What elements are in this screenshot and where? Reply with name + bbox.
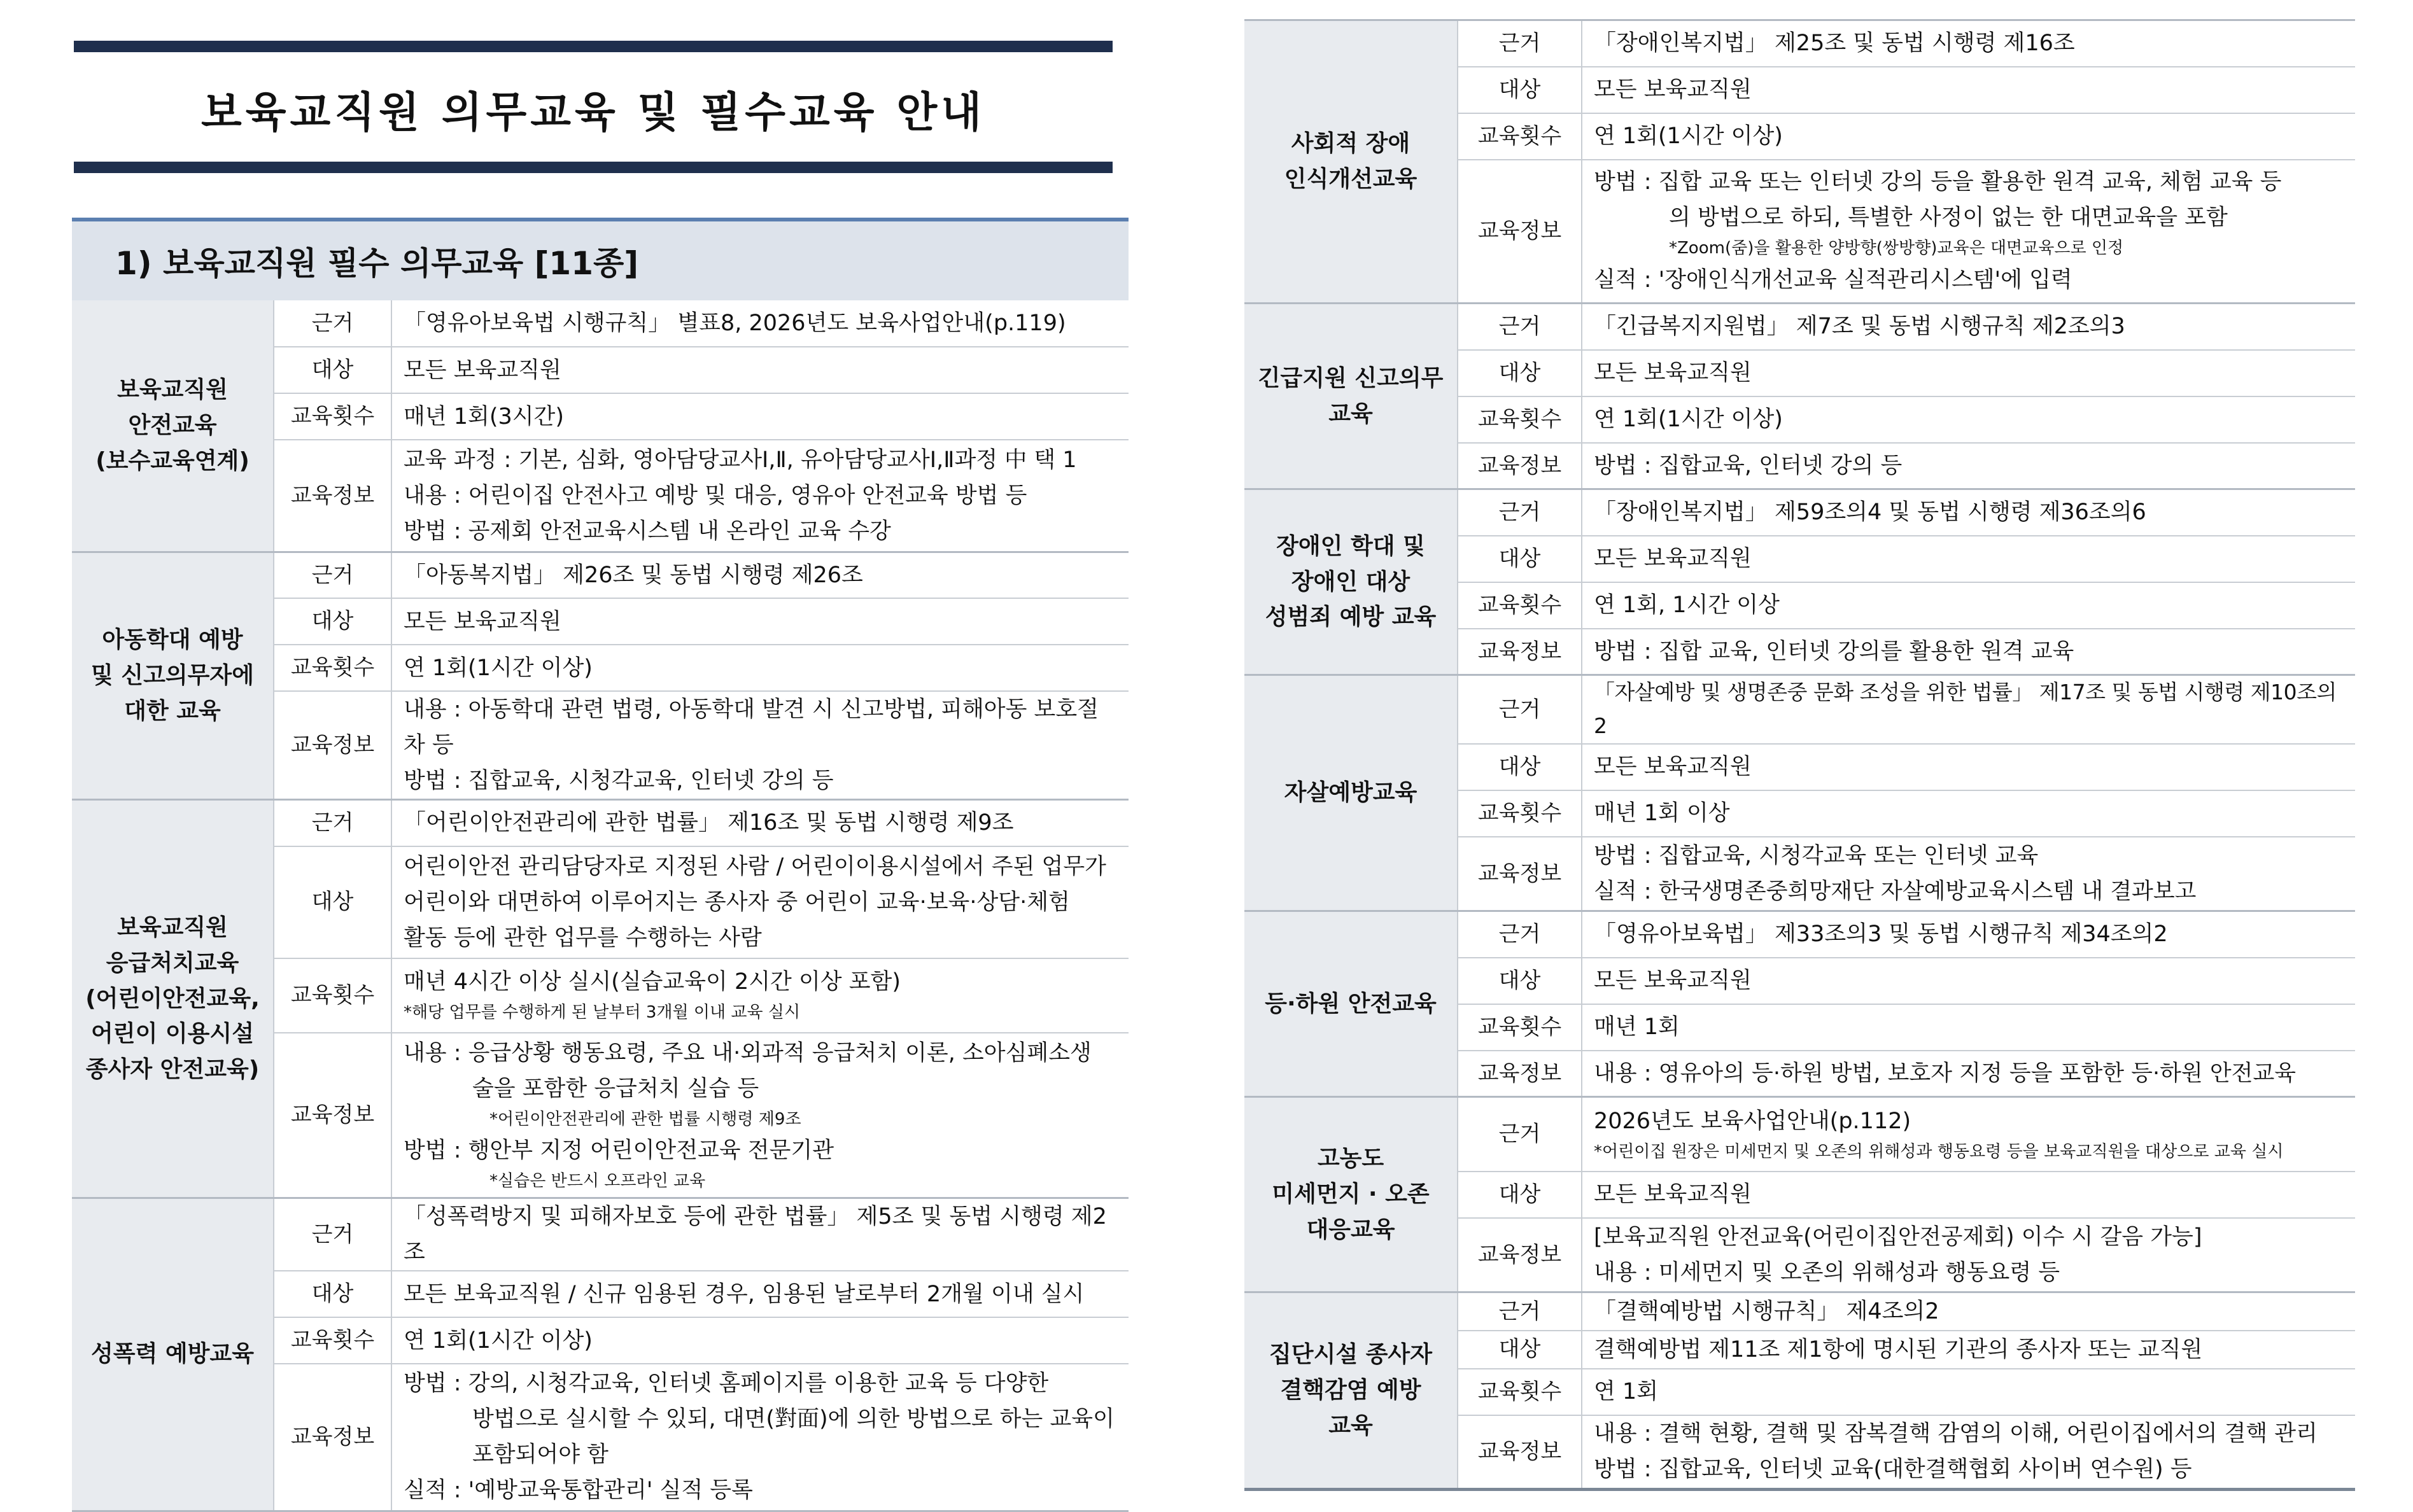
row-label: 근거	[1458, 489, 1582, 536]
row-label: 대상	[274, 846, 391, 958]
info-line: 내용 : 아동학대 관련 법령, 아동학대 발견 시 신고방법, 피해아동 보호절차 등	[404, 697, 1099, 758]
info-line: 실적 : '예방교육통합관리' 실적 등록	[404, 1478, 753, 1504]
row-label: 교육횟수	[1458, 582, 1582, 629]
info-line: 실적 : 한국생명존중희망재단 자살예방교육시스템 내 결과보고	[1594, 878, 2197, 904]
basis-note: *어린이집 원장은 미세먼지 및 오존의 위해성과 행동요령 등을 보육교직원을 대상으로 교육 실시	[1594, 1142, 2284, 1161]
target-value: 모든 보육교직원	[1582, 744, 2355, 790]
row-label: 대상	[1458, 350, 1582, 396]
section-title: 1) 보육교직원 필수 의무교육 [11종]	[72, 218, 1129, 300]
row-label: 교육횟수	[1458, 1004, 1582, 1051]
info-line: [보육교직원 안전교육(어린이집안전공제회) 이수 시 갈음 가능]	[1594, 1224, 2202, 1250]
education-name: 자살예방교육	[1244, 675, 1458, 911]
info-value	[1582, 160, 2355, 304]
row-label: 교육횟수	[1458, 113, 1582, 160]
target-value	[391, 846, 1129, 958]
row-label: 대상	[1458, 1331, 1582, 1369]
document-title: 보육교직원 의무교육 및 필수교육 안내	[200, 87, 985, 137]
frequency-value: 연 1회	[1582, 1369, 2355, 1415]
education-name: 등·하원 안전교육	[1244, 911, 1458, 1097]
info-line: 방법 : 강의, 시청각교육, 인터넷 홈페이지를 이용한 교육 등 다양한	[404, 1371, 1049, 1397]
frequency-value: 매년 1회 이상	[1582, 790, 2355, 837]
info-value: 방법 : 집합교육, 인터넷 강의 등	[1582, 443, 2355, 489]
frequency-value: 매년 1회(3시간)	[391, 393, 1129, 440]
row-label: 근거	[274, 1198, 391, 1271]
target-value: 모든 보육교직원	[1582, 350, 2355, 396]
basis-value: 「긴급복지지원법」 제7조 및 동법 시행규칙 제2조의3	[1582, 304, 2355, 350]
row-label: 교육정보	[1458, 837, 1582, 911]
frequency-value: 연 1회(1시간 이상)	[391, 1317, 1129, 1364]
info-line: 의 방법으로 하되, 특별한 사정이 없는 한 대면교육을 포함	[1669, 205, 2228, 231]
info-line: 술을 포함한 응급처치 실습 등	[472, 1075, 759, 1102]
target-value: 모든 보육교직원 / 신규 임용된 경우, 임용된 날로부터 2개월 이내 실시	[391, 1271, 1129, 1317]
frequency-value: 연 1회(1시간 이상)	[1582, 396, 2355, 443]
education-name: 성폭력 예방교육	[72, 1198, 274, 1511]
info-line: 실적 : '장애인식개선교육 실적관리시스템'에 입력	[1594, 267, 2072, 293]
info-value	[391, 440, 1129, 552]
row-label: 교육정보	[1458, 160, 1582, 304]
row-label: 대상	[274, 1271, 391, 1317]
info-line: 내용 : 결핵 현황, 결핵 및 잠복결핵 감염의 이해, 어린이집에서의 결핵 관리	[1594, 1421, 2318, 1447]
target-line: 어린이와 대면하여 이루어지는 종사자 중 어린이 교육·보육·상담·체험	[404, 889, 1070, 915]
row-label: 교육정보	[274, 440, 391, 552]
table-row	[72, 800, 1129, 846]
row-label: 근거	[1458, 911, 1582, 958]
frequency-value	[391, 958, 1129, 1033]
row-label: 대상	[1458, 958, 1582, 1004]
info-line: 방법 : 집합교육, 시청각교육, 인터넷 강의 등	[404, 768, 834, 794]
row-label: 근거	[1458, 1097, 1582, 1172]
row-label: 대상	[1458, 536, 1582, 582]
info-note: *어린이안전관리에 관한 법률 시행령 제9조	[489, 1109, 801, 1129]
row-label: 교육정보	[1458, 1218, 1582, 1292]
right-education-table	[1244, 19, 2355, 1491]
info-line: 내용 : 어린이집 안전사고 예방 및 대응, 영유아 안전교육 방법 등	[404, 482, 1027, 508]
row-label: 근거	[1458, 1292, 1582, 1331]
table-row	[1244, 489, 2355, 536]
target-value: 모든 보육교직원	[391, 347, 1129, 393]
info-line: 방법 : 집합 교육 또는 인터넷 강의 등을 활용한 원격 교육, 체험 교육 등	[1594, 169, 2282, 195]
info-line: 방법으로 실시할 수 있되, 대면(對面)에 의한 방법으로 하는 교육이	[472, 1406, 1115, 1432]
basis-value: 「영유아보육법」 제33조의3 및 동법 시행규칙 제34조의2	[1582, 911, 2355, 958]
target-value: 결핵예방법 제11조 제1항에 명시된 기관의 종사자 또는 교직원	[1582, 1331, 2355, 1369]
info-value	[391, 691, 1129, 800]
title-top-bar	[74, 41, 1113, 52]
left-education-table	[72, 300, 1129, 1512]
row-label: 대상	[274, 347, 391, 393]
basis-value: 「장애인복지법」 제59조의4 및 동법 시행령 제36조의6	[1582, 489, 2355, 536]
row-label: 근거	[1458, 304, 1582, 350]
table-row	[1244, 1097, 2355, 1172]
target-value: 모든 보육교직원	[391, 598, 1129, 645]
frequency-value: 연 1회(1시간 이상)	[391, 645, 1129, 691]
target-value: 모든 보육교직원	[1582, 1172, 2355, 1218]
table-row	[1244, 304, 2355, 350]
row-label: 교육횟수	[274, 958, 391, 1033]
row-label: 대상	[1458, 744, 1582, 790]
info-line: 방법 : 집합교육, 시청각교육 또는 인터넷 교육	[1594, 843, 2039, 869]
row-label: 교육정보	[1458, 443, 1582, 489]
title-bottom-bar	[74, 162, 1113, 173]
row-label: 교육정보	[274, 1364, 391, 1511]
info-line: 포함되어야 함	[472, 1442, 609, 1468]
info-value	[391, 1033, 1129, 1198]
frequency-value: 연 1회, 1시간 이상	[1582, 582, 2355, 629]
basis-value	[1582, 1097, 2355, 1172]
row-label: 근거	[274, 300, 391, 347]
target-line: 활동 등에 관한 업무를 수행하는 사람	[404, 925, 762, 951]
basis-value: 「성폭력방지 및 피해자보호 등에 관한 법률」 제5조 및 동법 시행령 제2조	[391, 1198, 1129, 1271]
info-note: *실습은 반드시 오프라인 교육	[489, 1172, 706, 1191]
table-row	[1244, 675, 2355, 744]
education-name: 긴급지원 신고의무 교육	[1244, 304, 1458, 489]
info-value	[1582, 1415, 2355, 1490]
table-row	[1244, 20, 2355, 67]
education-name: 집단시설 종사자 결핵감염 예방 교육	[1244, 1292, 1458, 1490]
basis-line: 2026년도 보육사업안내(p.112)	[1594, 1108, 1911, 1134]
education-name: 아동학대 예방 및 신고의무자에 대한 교육	[72, 552, 274, 800]
basis-value: 「자살예방 및 생명존중 문화 조성을 위한 법률」 제17조 및 동법 시행령 제10조의2	[1582, 675, 2355, 744]
row-label: 교육정보	[274, 691, 391, 800]
education-name: 보육교직원 안전교육 (보수교육연계)	[72, 300, 274, 552]
basis-value: 「영유아보육법 시행규칙」 별표8, 2026년도 보육사업안내(p.119)	[391, 300, 1129, 347]
info-line: 내용 : 응급상황 행동요령, 주요 내·외과적 응급처치 이론, 소아심폐소생	[404, 1040, 1092, 1066]
frequency-value: 연 1회(1시간 이상)	[1582, 113, 2355, 160]
table-row	[72, 552, 1129, 598]
basis-value: 「어린이안전관리에 관한 법률」 제16조 및 동법 시행령 제9조	[391, 800, 1129, 846]
info-value	[1582, 837, 2355, 911]
row-label: 교육정보	[1458, 1415, 1582, 1490]
target-value: 모든 보육교직원	[1582, 958, 2355, 1004]
row-label: 대상	[1458, 1172, 1582, 1218]
frequency-line: 매년 4시간 이상 실시(실습교육이 2시간 이상 포함)	[404, 969, 901, 995]
row-label: 교육정보	[274, 1033, 391, 1198]
info-value: 방법 : 집합 교육, 인터넷 강의를 활용한 원격 교육	[1582, 629, 2355, 675]
target-line: 어린이안전 관리담당자로 지정된 사람 / 어린이이용시설에서 주된 업무가	[404, 853, 1106, 879]
info-line: 방법 : 공제회 안전교육시스템 내 온라인 교육 수강	[404, 518, 891, 544]
info-note: *Zoom(줌)을 활용한 양방향(쌍방향)교육은 대면교육으로 인정	[1669, 239, 2124, 258]
row-label: 대상	[1458, 67, 1582, 113]
target-value: 모든 보육교직원	[1582, 67, 2355, 113]
row-label: 교육정보	[1458, 1051, 1582, 1097]
table-row	[72, 300, 1129, 347]
target-value: 모든 보육교직원	[1582, 536, 2355, 582]
row-label: 대상	[274, 598, 391, 645]
table-row	[1244, 1292, 2355, 1331]
row-label: 교육횟수	[274, 1317, 391, 1364]
row-label: 교육횟수	[1458, 790, 1582, 837]
basis-value: 「장애인복지법」 제25조 및 동법 시행령 제16조	[1582, 20, 2355, 67]
info-value	[1582, 1218, 2355, 1292]
education-name: 사회적 장애 인식개선교육	[1244, 20, 1458, 304]
basis-value: 「결핵예방법 시행규칙」 제4조의2	[1582, 1292, 2355, 1331]
table-row	[1244, 911, 2355, 958]
row-label: 교육횟수	[1458, 1369, 1582, 1415]
row-label: 근거	[274, 552, 391, 598]
frequency-value: 매년 1회	[1582, 1004, 2355, 1051]
frequency-note: *해당 업무를 수행하게 된 날부터 3개월 이내 교육 실시	[404, 1003, 801, 1023]
info-value	[391, 1364, 1129, 1511]
info-line: 방법 : 행안부 지정 어린이안전교육 전문기관	[404, 1138, 834, 1164]
row-label: 근거	[1458, 675, 1582, 744]
row-label: 교육횟수	[1458, 396, 1582, 443]
info-line: 방법 : 집합교육, 인터넷 교육(대한결핵협회 사이버 연수원) 등	[1594, 1457, 2192, 1483]
education-name: 고농도 미세먼지 · 오존 대응교육	[1244, 1097, 1458, 1292]
row-label: 교육횟수	[274, 645, 391, 691]
row-label: 근거	[274, 800, 391, 846]
info-line: 교육 과정 : 기본, 심화, 영아담당교사Ⅰ,Ⅱ, 유아담당교사Ⅰ,Ⅱ과정 中 택 1	[404, 447, 1077, 473]
basis-value: 「아동복지법」 제26조 및 동법 시행령 제26조	[391, 552, 1129, 598]
info-line: 내용 : 미세먼지 및 오존의 위해성과 행동요령 등	[1594, 1259, 2060, 1285]
education-name: 보육교직원 응급처치교육 (어린이안전교육, 어린이 이용시설 종사자 안전교육)	[72, 800, 274, 1198]
info-value: 내용 : 영유아의 등·하원 방법, 보호자 지정 등을 포함한 등·하원 안전교육	[1582, 1051, 2355, 1097]
row-label: 교육횟수	[274, 393, 391, 440]
education-name: 장애인 학대 및 장애인 대상 성범죄 예방 교육	[1244, 489, 1458, 675]
row-label: 근거	[1458, 20, 1582, 67]
table-row	[72, 1198, 1129, 1271]
row-label: 교육정보	[1458, 629, 1582, 675]
